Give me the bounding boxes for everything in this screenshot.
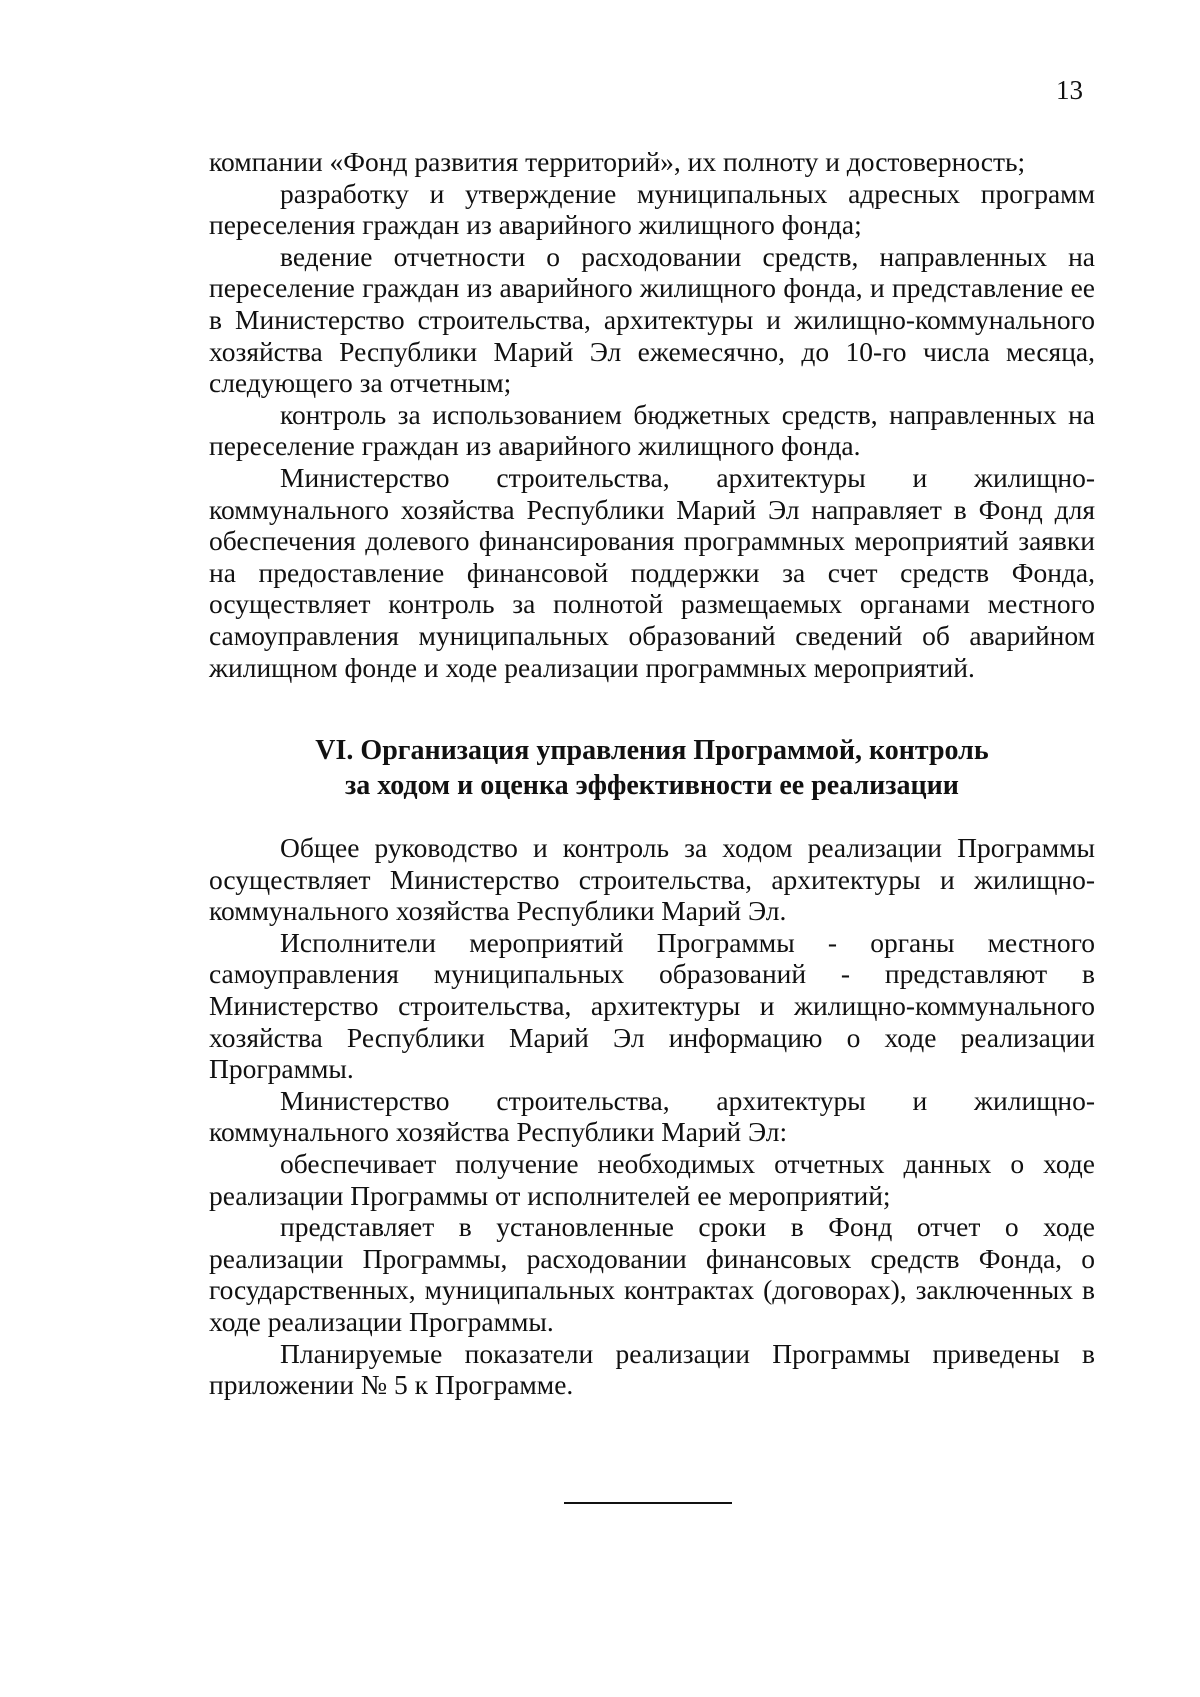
end-of-document-rule (564, 1502, 732, 1504)
section-heading (209, 733, 1095, 803)
page-number: 13 (1056, 75, 1083, 105)
paragraph: Общее руководство и контроль за ходом реализации Программы осуществляет Министерство строительства, архитектуры и жилищно-коммунального хозяйства Республики Марий Эл. (209, 832, 1095, 927)
paragraph: контроль за использованием бюджетных средств, направленных на переселение граждан из аварийного жилищного фонда. (209, 398, 1095, 462)
paragraph: ведение отчетности о расходовании средств, направленных на переселение граждан из аварийного жилищного фонда, и представление ее в Министерство строительства, архитектуры и жилищно-коммунального хозяйства Республики Марий Эл ежемесячно, до 10-го числа месяца, следующего за отчетным; (209, 240, 1095, 399)
paragraph: компании «Фонд развития территорий», их полноту и достоверность; (209, 146, 1026, 177)
paragraph: Министерство строительства, архитектуры и жилищно-коммунального хозяйства Республики Марий Эл направляет в Фонд для обеспечения долевого финансирования программных мероприятий заявки на предоставление финансовой поддержки за счет средств Фонда, осуществляет контроль за полнотой размещаемых органами местного самоуправления муниципальных образований сведений об аварийном жилищном фонде и ходе реализации программных мероприятий. (209, 461, 1095, 683)
paragraph: Министерство строительства, архитектуры и жилищно-коммунального хозяйства Республики Марий Эл: (209, 1084, 1095, 1148)
paragraph: обеспечивает получение необходимых отчетных данных о ходе реализации Программы от исполнителей ее мероприятий; (209, 1147, 1095, 1211)
paragraph: разработку и утверждение муниципальных адресных программ переселения граждан из аварийного жилищного фонда; (209, 177, 1095, 241)
body-text-top (209, 146, 1095, 683)
section-heading-line: VI. Организация управления Программой, контроль (315, 735, 989, 766)
paragraph: Планируемые показатели реализации Программы приведены в приложении № 5 к Программе. (209, 1337, 1095, 1401)
body-text-bottom (209, 832, 1095, 1401)
paragraph: представляет в установленные сроки в Фонд отчет о ходе реализации Программы, расходовании финансовых средств Фонда, о государственных, муниципальных контрактах (договорах), заключенных в ходе реализации Программы. (209, 1211, 1095, 1337)
section-heading-line: за ходом и оценка эффективности ее реализации (345, 770, 959, 801)
paragraph: Исполнители мероприятий Программы - органы местного самоуправления муниципальных образований - представляют в Министерство строительства, архитектуры и жилищно-коммунального хозяйства Республики Марий Эл информацию о ходе реализации Программы. (209, 926, 1095, 1085)
